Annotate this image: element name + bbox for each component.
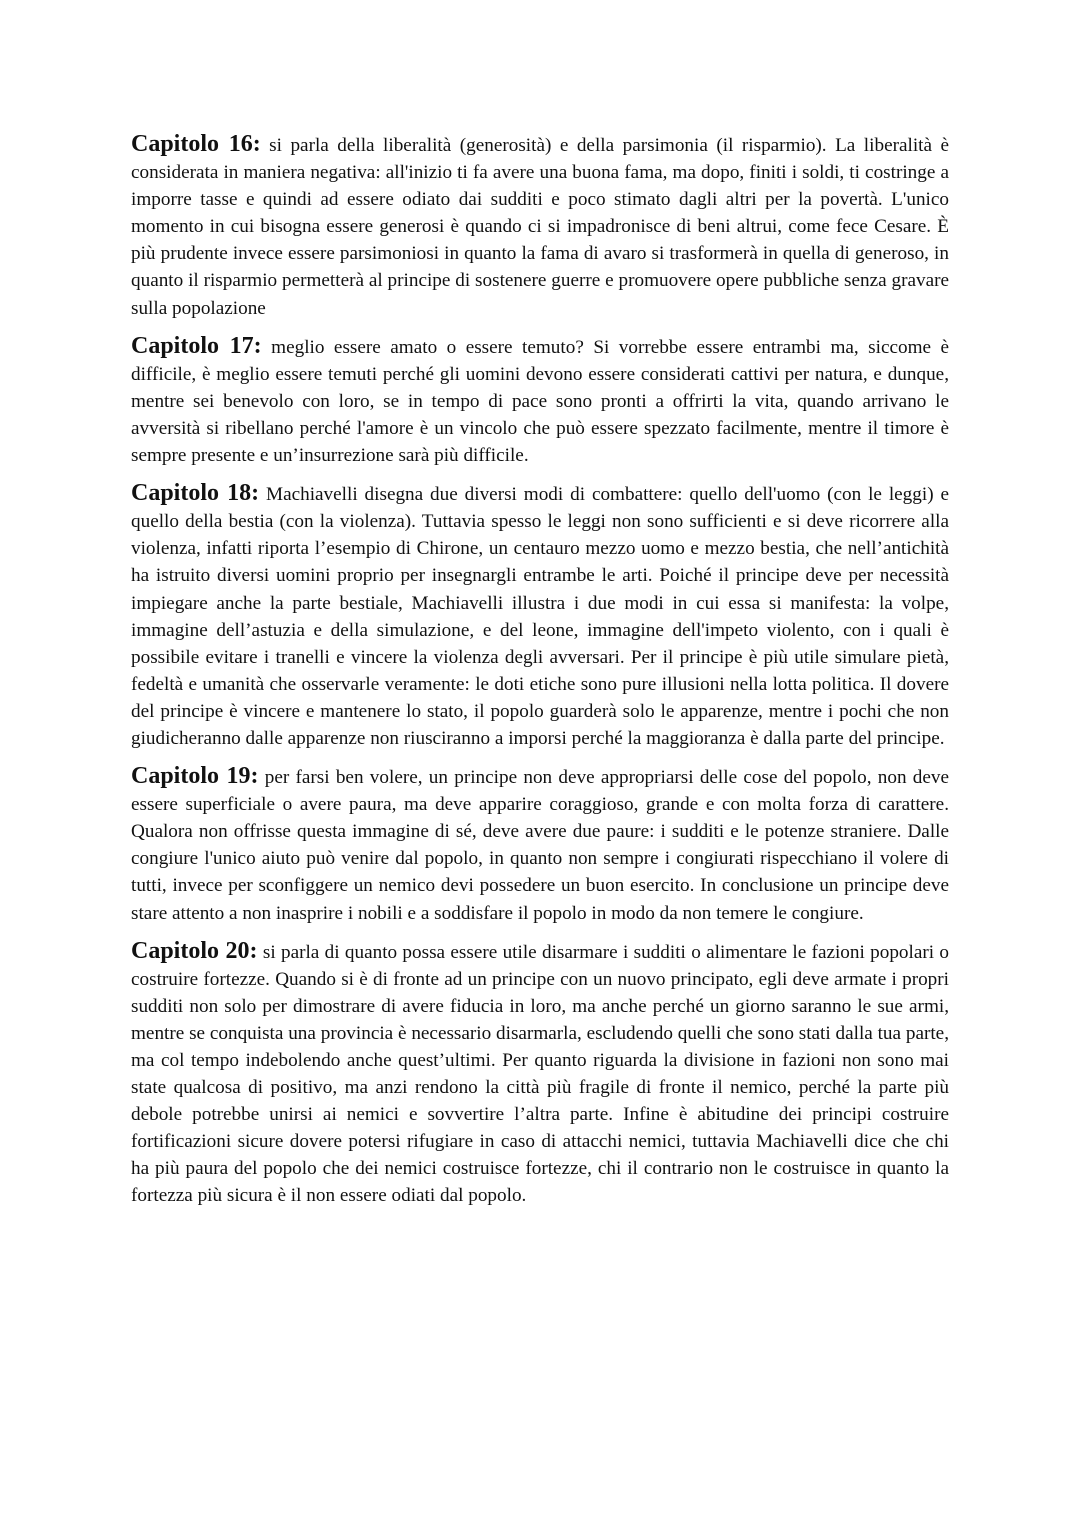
section-capitolo-20: [131, 938, 949, 1210]
section-capitolo-17: [131, 333, 949, 469]
section-heading: Capitolo 18:: [131, 480, 260, 507]
section-heading: Capitolo 20:: [131, 937, 258, 964]
section-capitolo-16: [131, 131, 949, 322]
document-page: [131, 131, 949, 1221]
section-capitolo-19: [131, 763, 949, 927]
section-capitolo-18: [131, 480, 949, 752]
section-heading: Capitolo 17:: [131, 332, 262, 359]
section-heading: Capitolo 16:: [131, 131, 261, 157]
section-text: Machiavelli disegna due diversi modi di combattere: quello dell'uomo (con le leggi) e quello della bestia (con la violenza). Tuttavia spesso le leggi non sono sufficienti e si deve ricorrere alla violenza, infatti riporta l’esempio di Chirone, un centauro mezzo uomo e mezzo bestia, che nell’antichità ha istruito diversi uomini proprio per insegnargli entrambe le arti. Poiché il principe deve per necessità impiegare anche la parte bestiale, Machiavelli illustra i due modi in cui essa si manifesta: la volpe, immagine dell’astuzia e della simulazione, e del leone, immagine dell'impeto violento, con i quali è possibile evitare i tranelli e vincere la violenza degli avversari. Per il principe è più utile simulare pietà, fedeltà e umanità che osservarle veramente: le doti etiche sono pure illusioni nella lotta politica. Il dovere del principe è vincere e mantenere lo stato, il popolo guarderà solo le apparenze, mentre i pochi che non giudicheranno dalle apparenze non riusciranno a imporsi perché la maggioranza è dalla parte del principe.: [131, 484, 950, 749]
section-text: si parla di quanto possa essere utile disarmare i sudditi o alimentare le fazioni popolari o costruire fortezze. Quando si è di fronte ad un principe con un nuovo principato, egli deve armate i propri sudditi non solo per dimostrare di avere fiducia in loro, ma anche perché un giorno saranno le sue armi, mentre se conquista una provincia è necessario disarmarla, escludendo quelli che sono stati dalla tua parte, ma col tempo indebolendo anche quest’ultimi. Per quanto riguarda la divisione in fazioni non sono mai state qualcosa di positivo, ma anzi rendono la città più fragile di fronte il nemico, perché la parte più debole potrebbe unirsi ai nemici e sovvertire l’altra parte. Infine è abitudine dei principi costruire fortificazioni sicure dovere potersi rifugiare in caso di attacchi nemici, tuttavia Machiavelli dice che chi ha più paura del popolo che dei nemici costruisce fortezze, chi il contrario non le costruisce in quanto la fortezza più sicura è il non essere odiati dal popolo.: [131, 941, 950, 1207]
section-text: meglio essere amato o essere temuto? Si vorrebbe essere entrambi ma, siccome è difficile, è meglio essere temuti perché gli uomini devono essere considerati cattivi per natura, e dunque, mentre sei benevolo con loro, se in tempo di pace sono pronti a offrirti la vita, quando arrivano le avversità si ribellano perché l'amore è un vincolo che può essere spezzato facilmente, mentre il timore è sempre presente e un’insurrezione sarà più difficile.: [131, 336, 950, 467]
section-text: si parla della liberalità (generosità) e della parsimonia (il risparmio). La liberalità è considerata in maniera negativa: all'inizio ti fa avere una buona fama, ma dopo, finiti i soldi, ti costringe a imporre tasse e quindi ad essere odiato dai sudditi e poco stimato dagli altri per la povertà. L'unico momento in cui bisogna essere generosi è quando ci si impadronisce di beni altrui, come fece Cesare. È più prudente invece essere parsimoniosi in quanto la fama di avaro si trasformerà in quella di generoso, in quanto il risparmio permetterà al principe di sostenere guerre e promuovere opere pubbliche senza gravare sulla popolazione: [131, 135, 949, 319]
section-text: per farsi ben volere, un principe non deve appropriarsi delle cose del popolo, non deve essere superficiale o avere paura, ma deve apparire coraggioso, grande e con molta forza di carattere. Qualora non offrisse questa immagine di sé, deve avere due paure: i sudditi e le potenze straniere. Dalle congiure l'unico aiuto può venire dal popolo, in quanto non sempre i congiurati rispecchiano il volere di tutti, invece per sconfiggere un nemico devi possedere un buon esercito. In conclusione un principe deve stare attento a non inasprire i nobili e a soddisfare il popolo in modo da non temere le congiure.: [131, 767, 950, 924]
section-heading: Capitolo 19:: [131, 763, 259, 790]
